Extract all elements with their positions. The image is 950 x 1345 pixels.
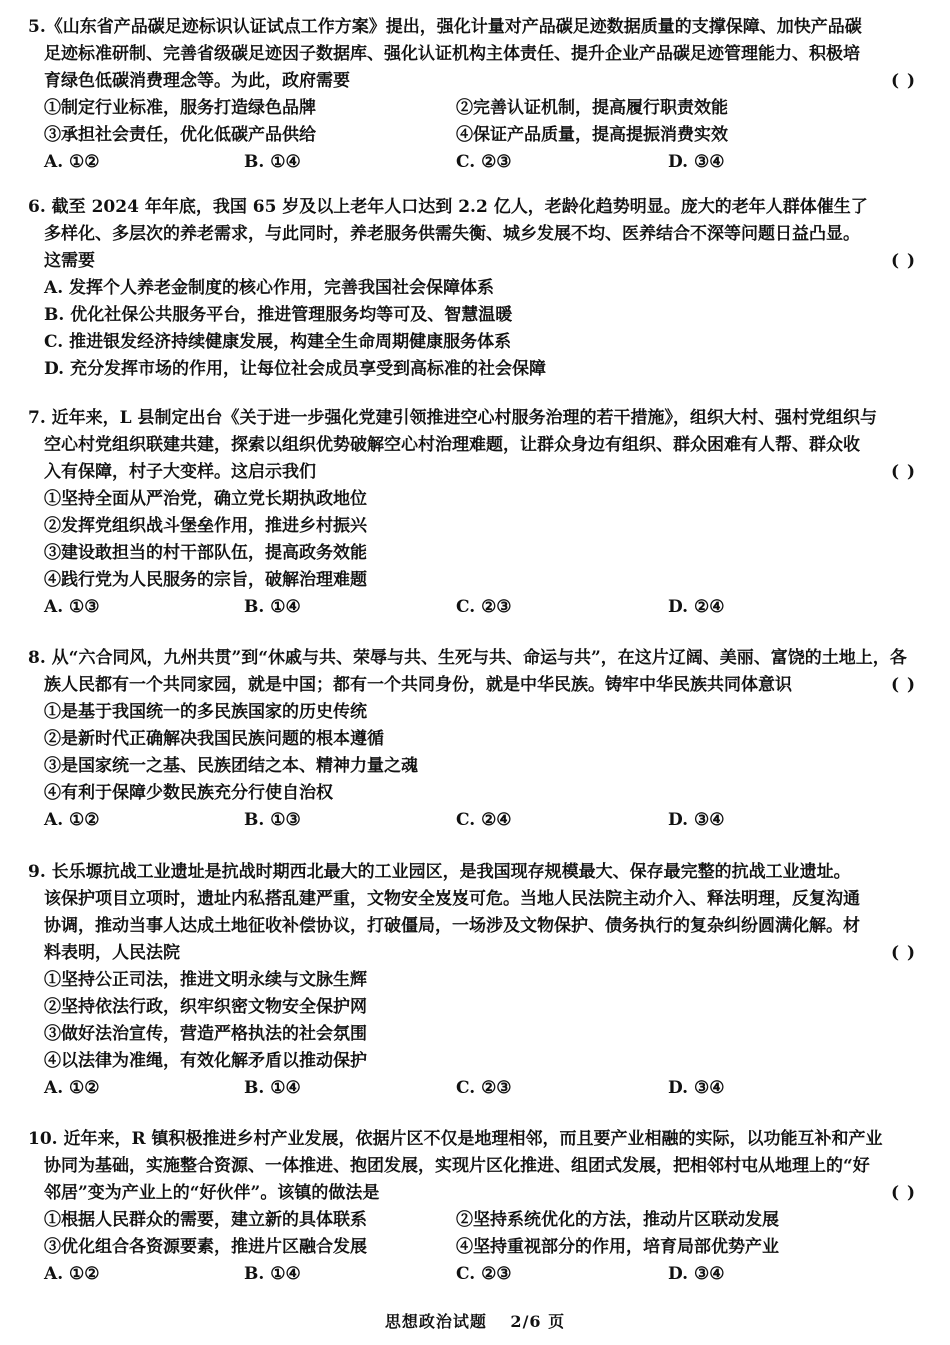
question-10 <box>28 1126 924 1288</box>
question-stem-line: 协调，推动当事人达成土地征收补偿协议，打破僵局，一场涉及文物保护、债务执行的复杂纠纷圆满化解。材 <box>44 916 860 936</box>
question-stem-line: 足迹标准研制、完善省级碳足迹因子数据库、强化认证机构主体责任、提升企业产品碳足迹管理能力、积极培 <box>44 44 860 64</box>
question-9 <box>28 859 924 1102</box>
choice-a: A. ①② <box>44 152 100 172</box>
choice-row <box>28 594 924 621</box>
choice-b: B. ①④ <box>244 1078 301 1098</box>
choice-d: D. ③④ <box>668 1078 725 1098</box>
choice-b: B. ①④ <box>244 152 301 172</box>
choice-row <box>28 149 924 176</box>
choice-a: A. ①② <box>44 1264 100 1284</box>
question-stem-line: 这需要 ( ) <box>28 248 924 275</box>
statement-4: ④以法律为准绳，有效化解矛盾以推动保护 <box>44 1051 367 1071</box>
choice-a: A. ①③ <box>44 597 100 617</box>
statement-row <box>28 1234 924 1261</box>
answer-blank: ( ) <box>890 251 916 271</box>
question-5 <box>28 14 924 176</box>
choice-c: C. ②③ <box>456 1078 512 1098</box>
question-7 <box>28 405 924 621</box>
statement-2: ②发挥党组织战斗堡垒作用，推进乡村振兴 <box>44 516 367 536</box>
choice-d: D. ③④ <box>668 152 725 172</box>
choice-c: C. ②③ <box>456 1264 512 1284</box>
statement-1: ①坚持全面从严治党，确立党长期执政地位 <box>44 489 367 509</box>
choice-row <box>28 1261 924 1288</box>
choice-a: A. ①② <box>44 810 100 830</box>
question-stem-line: 9. 长乐塬抗战工业遗址是抗战时期西北最大的工业园区，是我国现存规模最大、保存最完整的抗战工业遗址。 <box>28 862 851 882</box>
question-stem-line: 该保护项目立项时，遗址内私搭乱建严重，文物安全岌岌可危。当地人民法院主动介入、释法明理，反复沟通 <box>44 889 860 909</box>
statement-4: ④有利于保障少数民族充分行使自治权 <box>44 783 333 803</box>
choice-row <box>28 1075 924 1102</box>
statement-2: ②坚持依法行政，织牢织密文物安全保护网 <box>44 997 367 1017</box>
statement-4: ④践行党为人民服务的宗旨，破解治理难题 <box>44 570 367 590</box>
answer-blank: ( ) <box>890 1183 916 1203</box>
statement-3: ③优化组合各资源要素，推进片区融合发展 <box>44 1237 367 1257</box>
option-a: A. 发挥个人养老金制度的核心作用，完善我国社会保障体系 <box>44 278 495 298</box>
option-c: C. 推进银发经济持续健康发展，构建全生命周期健康服务体系 <box>44 332 512 352</box>
statement-4: ④坚持重视部分的作用，培育局部优势产业 <box>456 1237 779 1257</box>
choice-row <box>28 807 924 834</box>
answer-blank: ( ) <box>890 71 916 91</box>
choice-a: A. ①② <box>44 1078 100 1098</box>
question-stem-line: 邻居”变为产业上的“好伙伴”。该镇的做法是 ( ) <box>28 1180 924 1207</box>
answer-blank: ( ) <box>890 943 916 963</box>
statement-1: ①根据人民群众的需要，建立新的具体联系 <box>44 1210 367 1230</box>
statement-3: ③是国家统一之基、民族团结之本、精神力量之魂 <box>44 756 418 776</box>
choice-d: D. ②④ <box>668 597 725 617</box>
statement-3: ③建设敢担当的村干部队伍，提高政务效能 <box>44 543 367 563</box>
choice-d: D. ③④ <box>668 1264 725 1284</box>
choice-b: B. ①③ <box>244 810 301 830</box>
question-stem-line: 多样化、多层次的养老需求，与此同时，养老服务供需失衡、城乡发展不均、医养结合不深等问题日益凸显。 <box>44 224 860 244</box>
question-stem-line: 料表明，人民法院 ( ) <box>28 940 924 967</box>
question-8 <box>28 645 924 834</box>
statement-3: ③做好法治宣传，营造严格执法的社会氛围 <box>44 1024 367 1044</box>
question-stem-line: 族人民都有一个共同家园，就是中国；都有一个共同身份，就是中华民族。铸牢中华民族共同体意识 ( ) <box>28 672 924 699</box>
statement-2: ②完善认证机制，提高履行职责效能 <box>456 98 728 118</box>
question-stem-line: 10. 近年来，R 镇积极推进乡村产业发展，依据片区不仅是地理相邻，而且要产业相融的实际，以功能互补和产业 <box>28 1129 883 1149</box>
question-stem-line: 8. 从“六合同风，九州共贯”到“休戚与共、荣辱与共、生死与共、命运与共”，在这片辽阔、美丽、富饶的土地上，各 <box>28 648 907 668</box>
statement-row <box>28 95 924 122</box>
answer-blank: ( ) <box>890 462 916 482</box>
choice-d: D. ③④ <box>668 810 725 830</box>
statement-row <box>28 122 924 149</box>
question-6 <box>28 194 924 383</box>
question-stem-line: 入有保障，村子大变样。这启示我们 ( ) <box>28 459 924 486</box>
question-stem-line: 6. 截至 2024 年年底，我国 65 岁及以上老年人口达到 2.2 亿人，老龄化趋势明显。庞大的老年人群体催生了 <box>28 197 868 217</box>
question-stem-line: 空心村党组织联建共建，探索以组织优势破解空心村治理难题，让群众身边有组织、群众困难有人帮、群众收 <box>44 435 860 455</box>
statement-4: ④保证产品质量，提高提振消费实效 <box>456 125 728 145</box>
choice-b: B. ①④ <box>244 597 301 617</box>
statement-1: ①是基于我国统一的多民族国家的历史传统 <box>44 702 367 722</box>
statement-1: ①坚持公正司法，推进文明永续与文脉生辉 <box>44 970 367 990</box>
question-stem-line: 5.《山东省产品碳足迹标识认证试点工作方案》提出，强化计量对产品碳足迹数据质量的支撑保障、加快产品碳 <box>28 17 862 37</box>
statement-2: ②是新时代正确解决我国民族问题的根本遵循 <box>44 729 384 749</box>
question-stem-line: 7. 近年来，L 县制定出台《关于进一步强化党建引领推进空心村服务治理的若干措施》，组织大村、强村党组织与 <box>28 408 878 428</box>
choice-c: C. ②③ <box>456 597 512 617</box>
page-footer: 思想政治试题 2/6 页 <box>384 1312 566 1331</box>
statement-row <box>28 1207 924 1234</box>
statement-3: ③承担社会责任，优化低碳产品供给 <box>44 125 316 145</box>
choice-b: B. ①④ <box>244 1264 301 1284</box>
statement-1: ①制定行业标准，服务打造绿色品牌 <box>44 98 316 118</box>
choice-c: C. ②④ <box>456 810 512 830</box>
question-stem-line: 协同为基础，实施整合资源、一体推进、抱团发展，实现片区化推进、组团式发展，把相邻村屯从地理上的“好 <box>44 1156 870 1176</box>
option-d: D. 充分发挥市场的作用，让每位社会成员享受到高标准的社会保障 <box>44 359 546 379</box>
question-stem-line: 育绿色低碳消费理念等。为此，政府需要 ( ) <box>28 68 924 95</box>
statement-2: ②坚持系统优化的方法，推动片区联动发展 <box>456 1210 779 1230</box>
choice-c: C. ②③ <box>456 152 512 172</box>
answer-blank: ( ) <box>890 675 916 695</box>
option-b: B. 优化社保公共服务平台，推进管理服务均等可及、智慧温暖 <box>44 305 513 325</box>
